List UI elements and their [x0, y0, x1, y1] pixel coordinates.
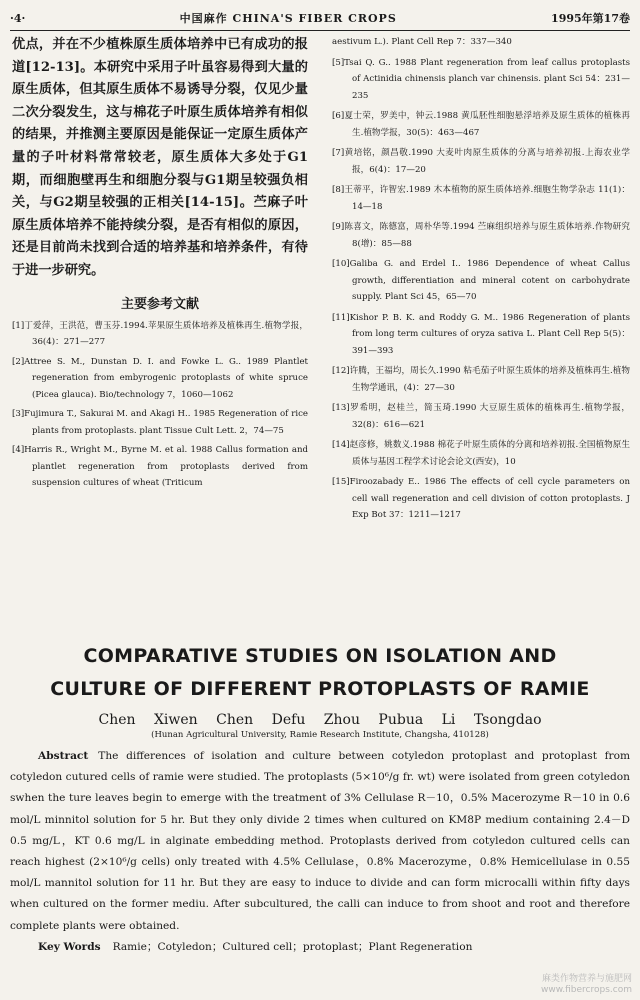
english-title-line-1: COMPARATIVE STUDIES ON ISOLATION AND — [83, 645, 557, 667]
keywords-label: Key Words — [38, 940, 101, 953]
reference-item: [5]Tsai Q. G.. 1988 Plant regeneration from leaf callus protoplasts of Actinidia chinensis planch var chinensis. plant Sci 54：231—235 — [332, 57, 630, 101]
watermark-line-2: www.fibercrops.com — [541, 985, 632, 995]
issue-label: 1995年第17卷 — [551, 12, 630, 25]
references-title: 主要参考文献 — [120, 296, 199, 312]
reference-item: [11]Kishor P. B. K. and Roddy G. M.. 1986 Regeneration of plants from long term cultures of oryza sativa L. Plant Cell Rep 5(5)：391—393 — [332, 312, 630, 356]
reference-item: [10]Galiba G. and Erdel I.. 1986 Dependence of wheat Callus growth, differentiation and mineral cotent on carbohydrate supply. Plant Sci 45，65—70 — [332, 259, 630, 302]
author-list: Chen Xiwen Chen Defu Zhou Pubua Li Tsongdao — [98, 712, 542, 728]
reference-item: [13]罗希明，赵桂兰，简玉琦.1990 大豆原生质体的植株再生.植物学报，32(8)：616—621 — [332, 403, 630, 430]
reference-item: [4]Harris R., Wright M., Byrne M. et al. 1988 Callus formation and plantlet regeneration from protoplasts derived from suspension cultures of wheat (Triticum — [12, 445, 308, 489]
reference-item: [9]陈喜文，陈德富，周朴华等.1994 苎麻组织培养与原生质体培养.作物研究 8(增)：85—88 — [332, 222, 630, 249]
reference-item: [14]赵彦修，姚数义.1988 棉花子叶原生质体的分离和培养初报.全国植物原生质体与基因工程学术讨论会论文(西安)，10 — [332, 440, 630, 467]
reference-item: [8]王蒂平，许智宏.1989 木本植物的原生质体培养.细胞生物学杂志 11(1)：14—18 — [332, 185, 630, 212]
reference-item: [7]黄培铭，颜昌敬.1990 大麦叶肉原生质体的分离与培养初报.上海农业学报，6(4)：17—20 — [332, 148, 630, 175]
page-number: ·4· — [10, 11, 26, 25]
reference-item: [6]夏士荣，罗美中，钟云.1988 黄瓜胚性细胞悬浮培养及原生质体的植株再生.植物学报，30(5)：463—467 — [332, 111, 630, 138]
reference-item: [1]丁爱萍，王洪范，曹玉芬.1994.苹果原生质体培养及植株再生.植物学报，36(4)：271—277 — [12, 320, 308, 348]
page-header — [10, 6, 630, 31]
references-list-right — [332, 34, 630, 524]
discussion-paragraph: 优点，并在不少植株原生质体培养中已有成功的报道[12-13]。本研究中采用子叶虽容易得到大量的原生质体，但其原生质体不易诱导分裂，仅见少量二次分裂发生，这与棉花子叶原生质体培养有相似的结果，并推测主要原因是能保证一定原生质体产量的子叶材料常常较老，原生质体大多处于G1期，而细胞壁再生和细胞分裂与G1期呈较强负相关，与G2期呈较强的正相关[14-15]。苎麻子叶原生质体培养不能持续分裂，是否有相似的原因，还是目前尚未找到合适的培养基和培养条件，有待于进一步研究。 — [12, 37, 308, 278]
right-column — [332, 34, 630, 528]
watermark-line-1: 麻类作物营养与施肥网 — [541, 974, 632, 984]
reference-item: [15]Firoozabady E.. 1986 The effects of cell cycle parameters on cell wall regeneration and cell division of cotton protoplasts. J Exp Bot 37：1211—1217 — [332, 477, 630, 520]
reference-item: [12]许腾，王福均，周长久.1990 粘毛茄子叶原生质体的培养及植株再生.植物生物学通讯，(4)：27—30 — [332, 366, 630, 393]
reference-item: [3]Fujimura T., Sakurai M. and Akagi H.. 1985 Regeneration of rice plants from protoplasts. plant Tissue Cult Lett. 2，74—75 — [12, 409, 308, 436]
english-title-line-2: CULTURE OF DIFFERENT PROTOPLASTS OF RAMIE — [50, 678, 590, 700]
abstract-label: Abstract — [38, 750, 89, 762]
keywords-line — [10, 939, 630, 954]
left-column — [12, 34, 308, 495]
reference-item: aestivum L.). Plant Cell Rep 7：337—340 — [332, 37, 512, 47]
references-list-left — [12, 318, 308, 492]
site-watermark — [541, 974, 632, 996]
journal-name: 中国麻作 CHINA'S FIBER CROPS — [179, 12, 397, 25]
reference-item: [2]Attree S. M., Dunstan D. I. and Fowke L. G.. 1989 Plantlet regeneration from embyrogenic protoplasts of white spruce (Picea glauca). Bio/technology 7，1060—1062 — [12, 356, 308, 400]
abstract-text: The differences of isolation and culture between cotyledon protoplast and protoplast from cotyledon cutured cells of ramie were studied. The protoplasts (5×10⁶/g fr. wt) were isolated from green cotyledon swhen the ture leaves begin to emerge with the treatment of 3% Cellulase R－10，0.5% Macerozyme R－10 in 0.6 mol/L minnitol solution for 5 hr. But they only divide 2 times when cultured on KM8P medium containing 2.4－D 0.5 mg/L，KT 0.6 mg/L in alginate embedding method. Protoplasts derived from cotyledon cultured cells can reach highest (2×10⁶/g cells) only treated with 4.5% Cellulase，0.8% Macerozyme，0.8% Hemicellulase in 0.55 mol/L mannitol solution for 11 hr. But they are easy to induce to divide and can form microcalli within fifty days when cultured on the former mediu. After subcultured, the calli can induce to from shoot and root and therefore complete plants were obtained. — [10, 750, 630, 932]
keywords-text: Ramie；Cotyledon；Cultured cell；protoplast；Plant Regeneration — [112, 940, 473, 953]
english-abstract-section — [10, 640, 630, 954]
abstract-paragraph — [10, 746, 630, 937]
affiliation: (Hunan Agricultural University, Ramie Research Institute, Changsha, 410128) — [151, 730, 489, 740]
